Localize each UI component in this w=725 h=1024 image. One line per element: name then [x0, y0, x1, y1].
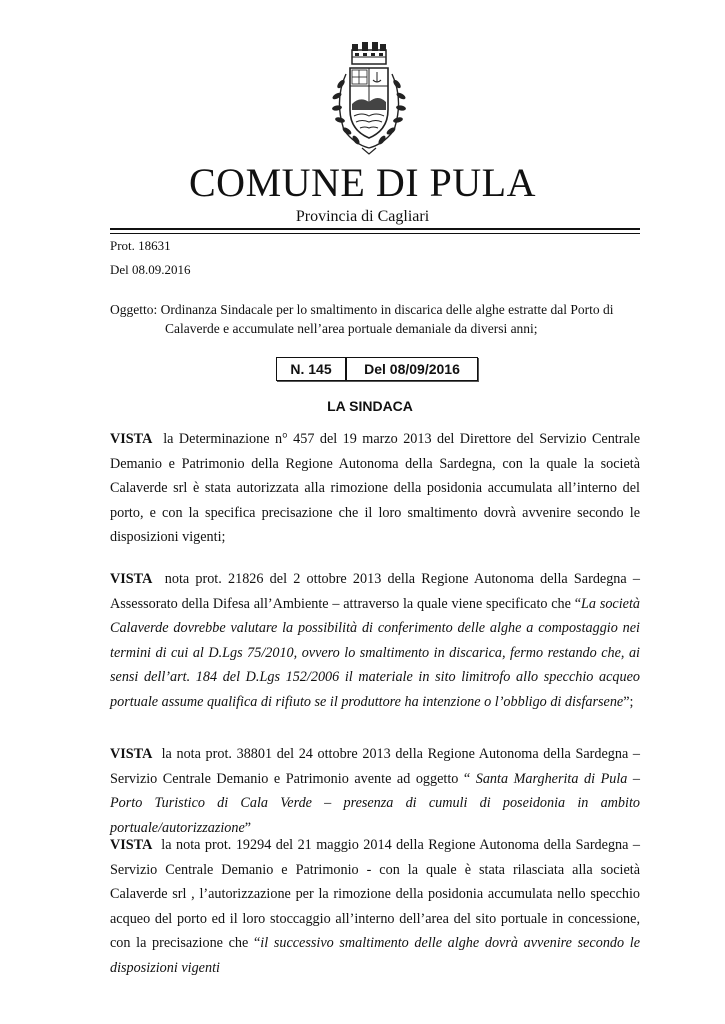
- municipality-title: COMUNE DI PULA: [189, 160, 536, 205]
- paragraph-vista-4: [110, 833, 640, 980]
- ordinance-number: N. 145: [277, 358, 347, 380]
- header-rule-thin: [110, 233, 640, 234]
- paragraph-text: la nota prot. 38801 del 24 ottobre 2013 della Regione Autonoma della Sardegna – Servizio Centrale Demanio e Patrimonio avente ad oggetto “: [110, 746, 640, 787]
- paragraph-text: nota prot. 21826 del 2 ottobre 2013 della Regione Autonoma della Sardegna – Assessorato della Difesa all’Ambiente – attraverso la quale viene specificato che “: [110, 571, 641, 612]
- header-rule-thick: [110, 228, 640, 230]
- section-heading: LA SINDACA: [327, 398, 413, 414]
- paragraph-lead: VISTA: [110, 431, 153, 447]
- province-subtitle: Provincia di Cagliari: [295, 208, 430, 225]
- paragraph-quote: il successivo smaltimento delle alghe dovrà avvenire secondo le disposizioni vigenti: [110, 935, 641, 976]
- subject-line-1: Ordinanza Sindacale per lo smaltimento in discarica delle alghe estratte dal Porto di: [160, 302, 614, 317]
- paragraph-quote: Santa Margherita di Pula – Porto Turistico di Cala Verde – presenza di cumuli di poseidonia in ambito portuale/autorizzazione: [110, 770, 640, 836]
- ordinance-date: Del 08/09/2016: [364, 361, 460, 377]
- paragraph-lead: VISTA: [110, 837, 153, 853]
- paragraph-text: la nota prot. 19294 del 21 maggio 2014 della Regione Autonoma della Sardegna – Servizio Centrale Demanio e Patrimonio - con la quale è stata rilasciata alla società Calaverde srl , l’autorizzazione per la rimozione della posidonia accumulata nello specchio acqueo del porto ed il loro stoccaggio all’interno dell’area del sito portuale in concessione, con la precisazione che “: [110, 837, 641, 951]
- paragraph-quote: La società Calaverde dovrebbe valutare la possibilità di conferimento delle alghe a compostaggio nei termini di cui al D.Lgs 75/2010, ovvero lo smaltimento in discarica, fermo restando che, ai sensi dell’art. 184 del D.Lgs 152/2006 il materiale in sito limitrofo allo specchio acqueo portuale assume qualifica di rifiuto se il produttore ha intenzione o l’obbligo di disfarsene: [110, 595, 641, 710]
- subject-line-2: Calaverde e accumulate nell’area portuale demaniale da diversi anni;: [165, 321, 538, 336]
- paragraph-lead: VISTA: [110, 571, 153, 587]
- paragraph-tail: ”;: [623, 693, 634, 710]
- paragraph-vista-2: [110, 567, 640, 714]
- subject-block: [110, 300, 650, 338]
- paragraph-vista-1: [110, 427, 640, 550]
- municipal-coat-of-arms-icon: [322, 40, 416, 158]
- paragraph-vista-3: [110, 742, 640, 840]
- protocol-date: Del 08.09.2016: [110, 262, 191, 277]
- paragraph-tail: ”: [244, 819, 252, 836]
- paragraph-lead: VISTA: [110, 746, 153, 762]
- subject-label: Oggetto:: [110, 302, 158, 317]
- ordinance-number-box: [276, 357, 478, 381]
- paragraph-text: la Determinazione n° 457 del 19 marzo 2013 del Direttore del Servizio Centrale Demanio e Patrimonio della Regione Autonoma della Sardegna, con la quale la società Calaverde srl è stata autorizzata alla rimozione della posidonia accumulata all’interno del porto, e con la specifica precisazione che il loro smaltimento dovrà avvenire secondo le disposizioni vigenti;: [110, 431, 641, 545]
- protocol-number: Prot. 18631: [110, 238, 171, 253]
